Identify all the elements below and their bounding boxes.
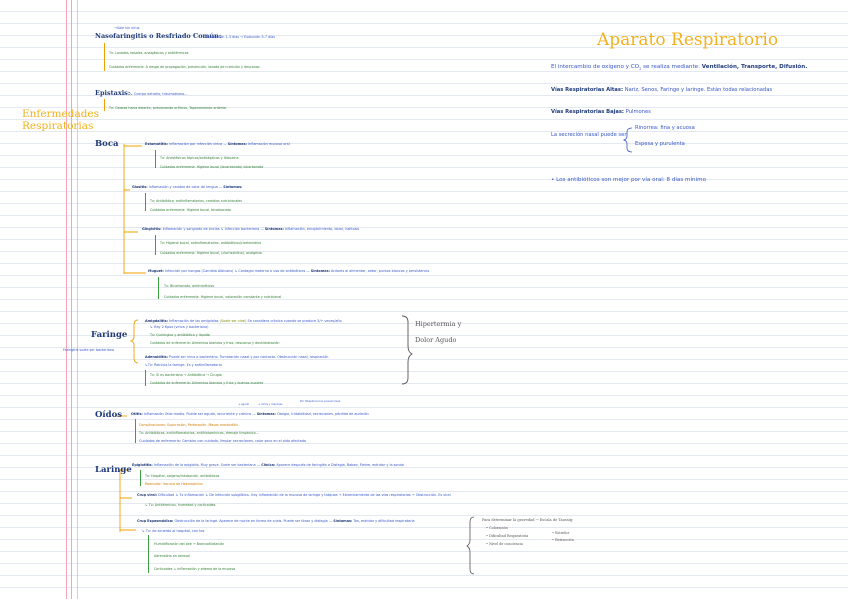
amigdalitis-name: Amigdalitis:: [145, 319, 168, 323]
page-title: Aparato Respiratorio: [597, 30, 779, 50]
muguet-cuidados: Cuidados enfermería: Higiene bucal, valoración constante y nutricional: [164, 295, 282, 299]
otitis-cuidados: Cuidados de enfermería: Cambiar con cuidado, limpiar secreciones, calor seco en el oído afectado: [139, 439, 306, 443]
antibioticos-note: • Los antibióticos son mejor por vía oral: 8 días mínimo: [551, 177, 707, 183]
amigdalitis-detail: Inflamación de las amígdalas: [169, 319, 219, 323]
epiglotitis-detail: Inflamación de la epiglotis. Muy grave. Suele ser bacteriana: [153, 463, 256, 467]
crup-detail: Dificultad ↳ Tx inflamación ↳ De infección subglótica. Hay inflamación de la mucosa de laringe y tráquea → Estrechamiento de las vías respiratorias → Obstrucción. Es viral: [158, 493, 451, 497]
espasmodica-name: Crup Espasmódico:: [137, 519, 174, 523]
otitis-above-3: Por Streptococcus pneumoniae: [300, 400, 341, 403]
adenoiditis-tx: Tx: Si es bacteriano → Antibiótico → Cirugía: [150, 373, 222, 377]
vias-altas-label: Vías Respiratorias Altas:: [551, 87, 624, 93]
vias-altas-text: Nariz, Senos, Faringe y laringe. Están todas relacionadas: [624, 87, 773, 93]
intercambio-text-b: se realiza mediante:: [643, 64, 700, 70]
espasmodica-sintomas-label: Síntomas:: [333, 519, 353, 523]
faringe-heading: Faringe: [91, 330, 128, 340]
amigdalitis-cuidados: Cuidados de enfermería: Alimentos blandos y fríos, descanso y deshidratación: [150, 341, 280, 345]
otitis-detail: Inflamación Oído medio. Puede ser aguda, recurrente y crónica: [143, 412, 252, 416]
laringe-heading: Laringe: [95, 465, 132, 475]
secrecion-item-2: Espesa y purulenta: [635, 141, 685, 147]
escala-left-2: • Dificultad Respiratoria: [486, 534, 529, 538]
estomatitis-detail: Inflamación por infección vírica: [169, 142, 223, 146]
escala-right-2: • Retracción: [552, 538, 574, 542]
adenoiditis-detail: Puede ser virus o bacteriano. Tumoración nasal y por contacto. Obstrucción nasal, respiración: [169, 355, 329, 359]
epiglotitis-clinica: Aparece después de faringitis o Disfagia, Babeo, Fiebre, estridor y la sonda: [276, 463, 404, 467]
espasmodica-sintomas: Tos, estridor y dificultad respiratoria: [353, 519, 415, 523]
vias-bajas-text: Pulmones: [625, 109, 651, 115]
nasofaringitis-cuidados: Cuidados enfermería: A riesgo de propagación, prevención, lavado de nutrición y descanso: [109, 65, 260, 69]
estomatitis-tx: Tx: Anestésicos tópicos/antisépticos y lidocaína: [160, 156, 239, 160]
otitis-sintomas-label: Síntomas:: [256, 412, 276, 416]
boca-heading: Boca: [95, 139, 119, 149]
espasmodica-tx: ↳ Tx: de acuerdo al hospital, con tos: [142, 529, 205, 533]
crup-name: Crup viral:: [137, 493, 158, 497]
epiglotitis-reanudar: Reanudar: Vacuna de Haemophilus: [145, 482, 203, 486]
otitis-complicaciones: Complicaciones: Supuración, Perforación, Masas mastoiditis: [139, 423, 238, 427]
otitis-above-2: + niños y mayores: [258, 403, 283, 406]
estomatitis-name: Estomatitis:: [145, 142, 169, 146]
crup-tx: ↳ Tx: Antitérmicos, humedad y corticoides: [145, 503, 216, 507]
intercambio-text-a: El intercambio de oxígeno y CO: [551, 64, 640, 70]
muguet-sintomas: Ardores al alimentar, ardor, puntos blancos y persistencia: [331, 269, 430, 273]
nasofaringitis-heading: Nasofaringitis o Resfriado Común:: [95, 32, 222, 40]
espasmodica-detail: Obstrucción de la laringe. Aparece de noche en forma de crisis. Puede ser tórax y disfagia: [174, 519, 328, 523]
amigdalitis-tx: Tx: Quirúrgico y antibiótico y líquida: [150, 333, 210, 337]
escala-right-1: • Estridor: [552, 531, 570, 535]
epiglotitis-clinica-label: Clínica:: [261, 463, 276, 467]
espasmodica-item-1: Humidificación del aire → Broncodilatación: [154, 542, 225, 546]
nasofaringitis-tx: Tx: Lavados nasales, analgésicos y antitérmicos: [109, 51, 189, 55]
nasofaringitis-note: →Sale sin virus: [114, 26, 140, 30]
muguet-sintomas-label: Síntomas:: [310, 269, 330, 273]
glositis-detail: Inflamación y cambio de color de lengua: [148, 185, 218, 189]
faringe-bracket-note-2: Dolor Agudo: [415, 336, 457, 344]
faringe-note: Faringitis suele ser bacteriana: [63, 348, 114, 352]
amigdalitis-detail2: Se considera crónica cuando se produce 3/+ veces/año: [247, 319, 342, 323]
espasmodica-item-3: Corticoides ↳ Inflamación y edema de la mucosa: [154, 567, 236, 571]
gingivitis-detail: Inflamación y sangrado de encías ↳ Infección bacteriana: [162, 227, 260, 231]
amigdalitis-detail-highlight: (Suele ser viral): [219, 319, 247, 323]
secrecion-heading: La secreción nasal puede ser:: [551, 132, 629, 138]
escala-left-1: • Coloración: [486, 526, 508, 530]
otitis-name: Otitis:: [131, 412, 143, 416]
nasofaringitis-detail: Incubación 1-3 días → Evolución 5-7 días: [206, 35, 276, 39]
secrecion-item-1: Rinorrea: fina y acuosa: [635, 125, 695, 131]
intercambio-text-c: Ventilación, Transporte, Difusión.: [701, 64, 808, 70]
epistaxis-detail: ↳ Cuerpo extraño, traumatismo...: [130, 92, 188, 96]
gingivitis-sintomas-label: Síntomas:: [264, 227, 284, 231]
espasmodica-item-2: Adrenalina en aerosol: [154, 554, 190, 558]
adenoiditis-cuidados: Cuidados de enfermería: Alimentos blandos y fríos y buenas bucales: [150, 381, 264, 385]
escala-left-3: • Nivel de conciencia: [486, 542, 523, 546]
glositis-sintomas-label: Síntomas:: [223, 185, 243, 189]
epiglotitis-name: Epiglotitis:: [132, 463, 153, 467]
section-label: Enfermedades Respiratorias: [22, 108, 100, 133]
glositis-name: Glositis:: [132, 185, 148, 189]
otitis-above-1: + agudo: [238, 403, 250, 406]
adenoiditis-name: Adenoiditis:: [145, 355, 169, 359]
glositis-tx: Tx: Antibiótico, antiinflamatorios, cambios nutricionales: [150, 199, 242, 203]
adenoiditis-detail2: ↳Tx: Reinicia la faringe. Es y antiinflamatorio: [145, 363, 222, 367]
muguet-tx: Tx: Bicarbonato, antimicóticos: [164, 284, 215, 288]
epistaxis-tx: Tx: Cabeza hacia delante, presionando orificios, Taponamiento anterior: [109, 106, 227, 110]
amigdalitis-detail3: ↳ Hay 2 tipos (vírica y bacteriana): [150, 325, 209, 329]
gingivitis-sintomas: Inflamación, enrojecimiento, dolor, halitosis: [284, 227, 360, 231]
glositis-cuidados: Cuidados enfermería: Higiene bucal, bicarbonato: [150, 208, 231, 212]
escala-title: Para determinar la gravedad → Escala de Taussig:: [482, 518, 574, 522]
otitis-tx: Tx: Antibióticos, antiinflamatorios, antihistamínicos, drenaje timpánico...: [139, 431, 259, 435]
gingivitis-cuidados: Cuidados enfermería: Higiene bucal, (clorhexidina), analgesia: [160, 251, 262, 255]
vias-bajas-label: Vías Respiratorias Bajas:: [551, 109, 625, 115]
gingivitis-name: Gingivitis:: [142, 227, 162, 231]
estomatitis-sintomas: Inflamación mucosa oral: [248, 142, 290, 146]
epiglotitis-tx: Tx: Hospital, oxígeno/intubación, antibióticos: [145, 474, 220, 478]
estomatitis-sintomas-label: Síntomas:: [227, 142, 247, 146]
muguet-detail: Infección por hongos (Candida Albicans) ↳ Contagio materno o uso de antibióticos: [164, 269, 306, 273]
muguet-name: Muguet:: [148, 269, 164, 273]
faringe-bracket-note-1: Hipertermia y: [415, 320, 462, 328]
gingivitis-tx: Tx: Higiene bucal, antiinflamatorios, antibióticos/clorhexidina: [160, 241, 262, 245]
estomatitis-cuidados: Cuidados enfermería: Higiene bucal (bicarbonato) bicarbonato: [160, 165, 264, 169]
oidos-heading: Oídos: [95, 410, 123, 420]
epistaxis-heading: Epistaxis:: [95, 89, 131, 97]
otitis-sintomas: Otalgia, Irritabilidad, secreciones, pérdida de audición: [276, 412, 369, 416]
